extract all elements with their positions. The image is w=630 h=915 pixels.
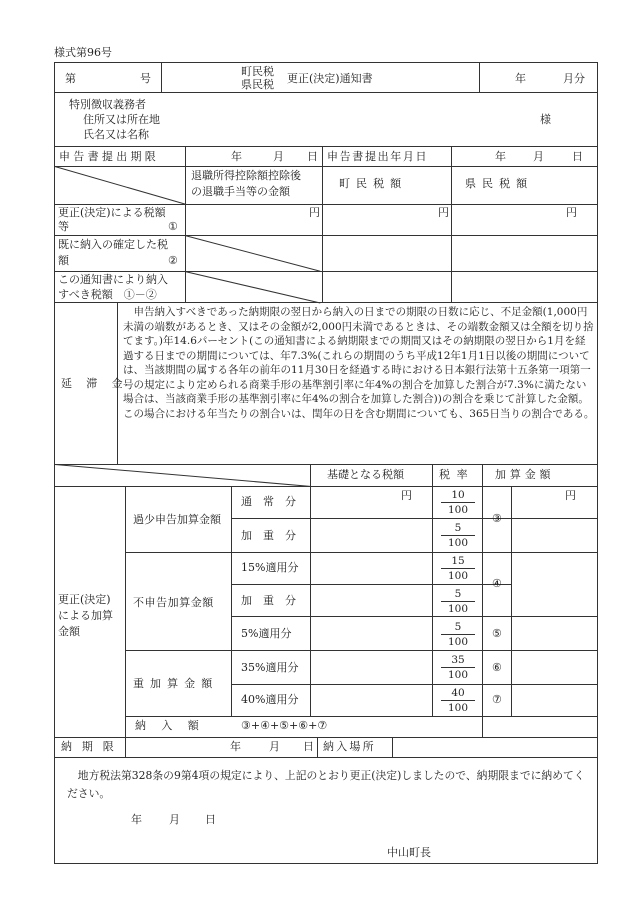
rule: [231, 486, 232, 716]
rate-35-100: $\frac{35}{100}$: [441, 654, 475, 681]
filing-deadline-label: 申告書提出期限: [59, 150, 160, 163]
rate-40-100: $\frac{40}{100}$: [441, 687, 475, 714]
filing-year: 年: [495, 150, 506, 163]
rate-5-100: $\frac{5}{100}$: [441, 588, 475, 615]
row1-pref-yen: 円: [566, 206, 577, 219]
rule: [161, 63, 162, 92]
rule: [125, 650, 597, 651]
group-label-2: による加算: [58, 609, 113, 622]
address-label: 住所又は所在地: [83, 113, 160, 126]
row-aggravated-1: 加重分: [241, 529, 307, 542]
rule: [125, 486, 126, 737]
rule: [479, 63, 480, 92]
honorific: 様: [540, 113, 551, 126]
delinquency-text: 申告納入すべきであった納期限の翌日から納入の日までの期限の日数に応じ、不足金額(1,000円未満の端数があるとき、又はその金額が2,000円未満であるときは、その端数金額又は全額を切り捨てます。)年14.6パーセント(この通知書による納期限までの期間又はその納期限の翌日から1月を経過する日までの期間については、年7.3%(これらの期間のうち平成12年1月1日以後の期間については、当該期間の属する各年の前年の11月30日を経過する時における日本銀行法第十五条第一項第一号の規定により定められる商業手形の基準割引率に年4%の割合を加算した割合が7.3%に満たない場合は、当該商業手形の基準割引率に年4%の割合を加算した割合))の割合を乗じて計算した金額。この場合における年当たりの割合いは、閏年の日を含む期間についても、365日当りの割合である。: [123, 306, 595, 420]
row2-label-1: 既に納入の確定した税: [58, 238, 168, 251]
closing-month: 月: [169, 813, 180, 826]
signer: 中山町長: [387, 846, 431, 859]
number-6: ⑥: [492, 661, 502, 674]
rate-5-100: $\frac{5}{100}$: [441, 522, 475, 549]
form-title: 更正(決定)通知書: [287, 72, 373, 85]
rule: [55, 235, 597, 236]
deadline-month: 月: [273, 150, 284, 163]
rule: [322, 166, 323, 302]
closing-text: 地方税法第328条の9第4項の規定により、上記のとおり更正(決定)しましたので、納期限までに納めてください。: [67, 769, 585, 800]
rule: [231, 684, 597, 685]
col-retirement-2: の退職手当等の金額: [191, 185, 290, 198]
rule: [55, 166, 597, 167]
rule: [451, 146, 452, 166]
row-35pct: 35%適用分: [241, 661, 299, 674]
rule: [511, 486, 512, 716]
diagonal-line: [55, 166, 187, 205]
rate-5-100: $\frac{5}{100}$: [441, 621, 475, 648]
rule: [55, 146, 597, 147]
rule: [310, 464, 311, 716]
col-retirement-1: 退職所得控除額控除後: [191, 169, 301, 182]
rule: [392, 737, 393, 757]
obligor-label: 特別徴収義務者: [69, 98, 146, 111]
closing-day: 日: [205, 813, 216, 826]
rule: [125, 737, 126, 757]
number-3: ③: [492, 512, 502, 525]
due-year: 年: [230, 740, 241, 753]
rule: [231, 616, 597, 617]
heavy-penalty-label: 重加算金額: [133, 677, 219, 690]
col-base-tax: 基礎となる税額: [327, 468, 404, 481]
row1-retire-yen: 円: [438, 206, 449, 219]
payment-formula: ③+④+⑤+⑥+⑦: [241, 719, 328, 732]
row-15pct: 15%適用分: [241, 561, 299, 574]
rule: [55, 271, 597, 272]
rule: [55, 204, 185, 205]
tax-type-pref: 県民税: [241, 78, 274, 91]
amount-yen: 円: [565, 489, 576, 502]
rule: [185, 166, 186, 302]
row-normal: 通常分: [241, 495, 307, 508]
rule: [125, 552, 597, 553]
row1-town-yen: 円: [309, 206, 320, 219]
row3-label-2: すべき税額 ①－②: [58, 288, 157, 301]
group-label-1: 更正(決定): [58, 593, 111, 606]
row2-label-2: 額: [58, 254, 69, 267]
filing-day: 日: [572, 150, 583, 163]
rule: [55, 464, 597, 465]
name-label: 氏名又は名称: [83, 128, 149, 141]
row2-number: ②: [168, 254, 178, 267]
delinquency-label: 延滞金: [61, 377, 137, 390]
row-40pct: 40%適用分: [241, 693, 299, 706]
row-5pct: 5%適用分: [241, 627, 292, 640]
rule: [185, 146, 186, 166]
rule: [55, 757, 597, 758]
row3-label-1: この通知書により納入: [58, 273, 168, 286]
row-aggravated-2: 加重分: [241, 594, 307, 607]
number-dai: 第: [65, 72, 76, 85]
under-reporting-label: 過少申告加算金額: [133, 513, 221, 526]
rule: [482, 716, 483, 737]
filing-date-label: 申告書提出年月日: [327, 150, 429, 163]
rule: [322, 146, 323, 166]
row1-number: ①: [168, 220, 178, 233]
rule: [55, 486, 597, 487]
row1-label-1: 更正(決定)による税額: [58, 206, 166, 219]
diagonal-line: [185, 271, 321, 303]
rule: [231, 518, 597, 519]
rule: [317, 737, 318, 757]
form-number: 様式第96号: [54, 46, 112, 59]
col-town-tax: 町民税額: [339, 177, 408, 190]
due-date-label: 納期限: [61, 740, 124, 753]
filing-month: 月: [533, 150, 544, 163]
deadline-year: 年: [231, 150, 242, 163]
col-added-amount: 加算金額: [495, 468, 555, 481]
col-pref-tax: 県民税額: [465, 177, 534, 190]
rule: [482, 464, 483, 716]
number-7: ⑦: [492, 693, 502, 706]
rule: [185, 204, 597, 205]
header-year: 年: [515, 72, 526, 85]
base-yen: 円: [401, 489, 412, 502]
notice-form: [54, 62, 598, 864]
group-label-3: 金額: [58, 625, 80, 638]
rate-10-100: $\frac{10}{100}$: [441, 489, 475, 516]
rule: [55, 92, 597, 93]
rule: [125, 716, 597, 717]
closing-year: 年: [131, 813, 142, 826]
rate-15-100: $\frac{15}{100}$: [441, 555, 475, 582]
col-rate: 税率: [439, 468, 475, 481]
due-day: 日: [303, 740, 314, 753]
deadline-day: 日: [307, 150, 318, 163]
non-filing-label: 不申告加算金額: [133, 596, 214, 609]
row1-label-2: 等: [58, 220, 69, 233]
number-go: 号: [140, 72, 151, 85]
diagonal-line: [55, 464, 310, 487]
rule: [55, 737, 597, 738]
diagonal-line: [185, 235, 321, 272]
tax-type-town: 町民税: [241, 65, 274, 78]
rule: [451, 166, 452, 302]
number-5: ⑤: [492, 627, 502, 640]
payment-label: 納入額: [135, 719, 215, 732]
number-4: ④: [492, 577, 502, 590]
due-month: 月: [269, 740, 280, 753]
header-month-portion: 月分: [563, 72, 585, 85]
payment-place-label: 納入場所: [323, 740, 376, 753]
rule: [231, 584, 511, 585]
rule: [432, 464, 433, 716]
